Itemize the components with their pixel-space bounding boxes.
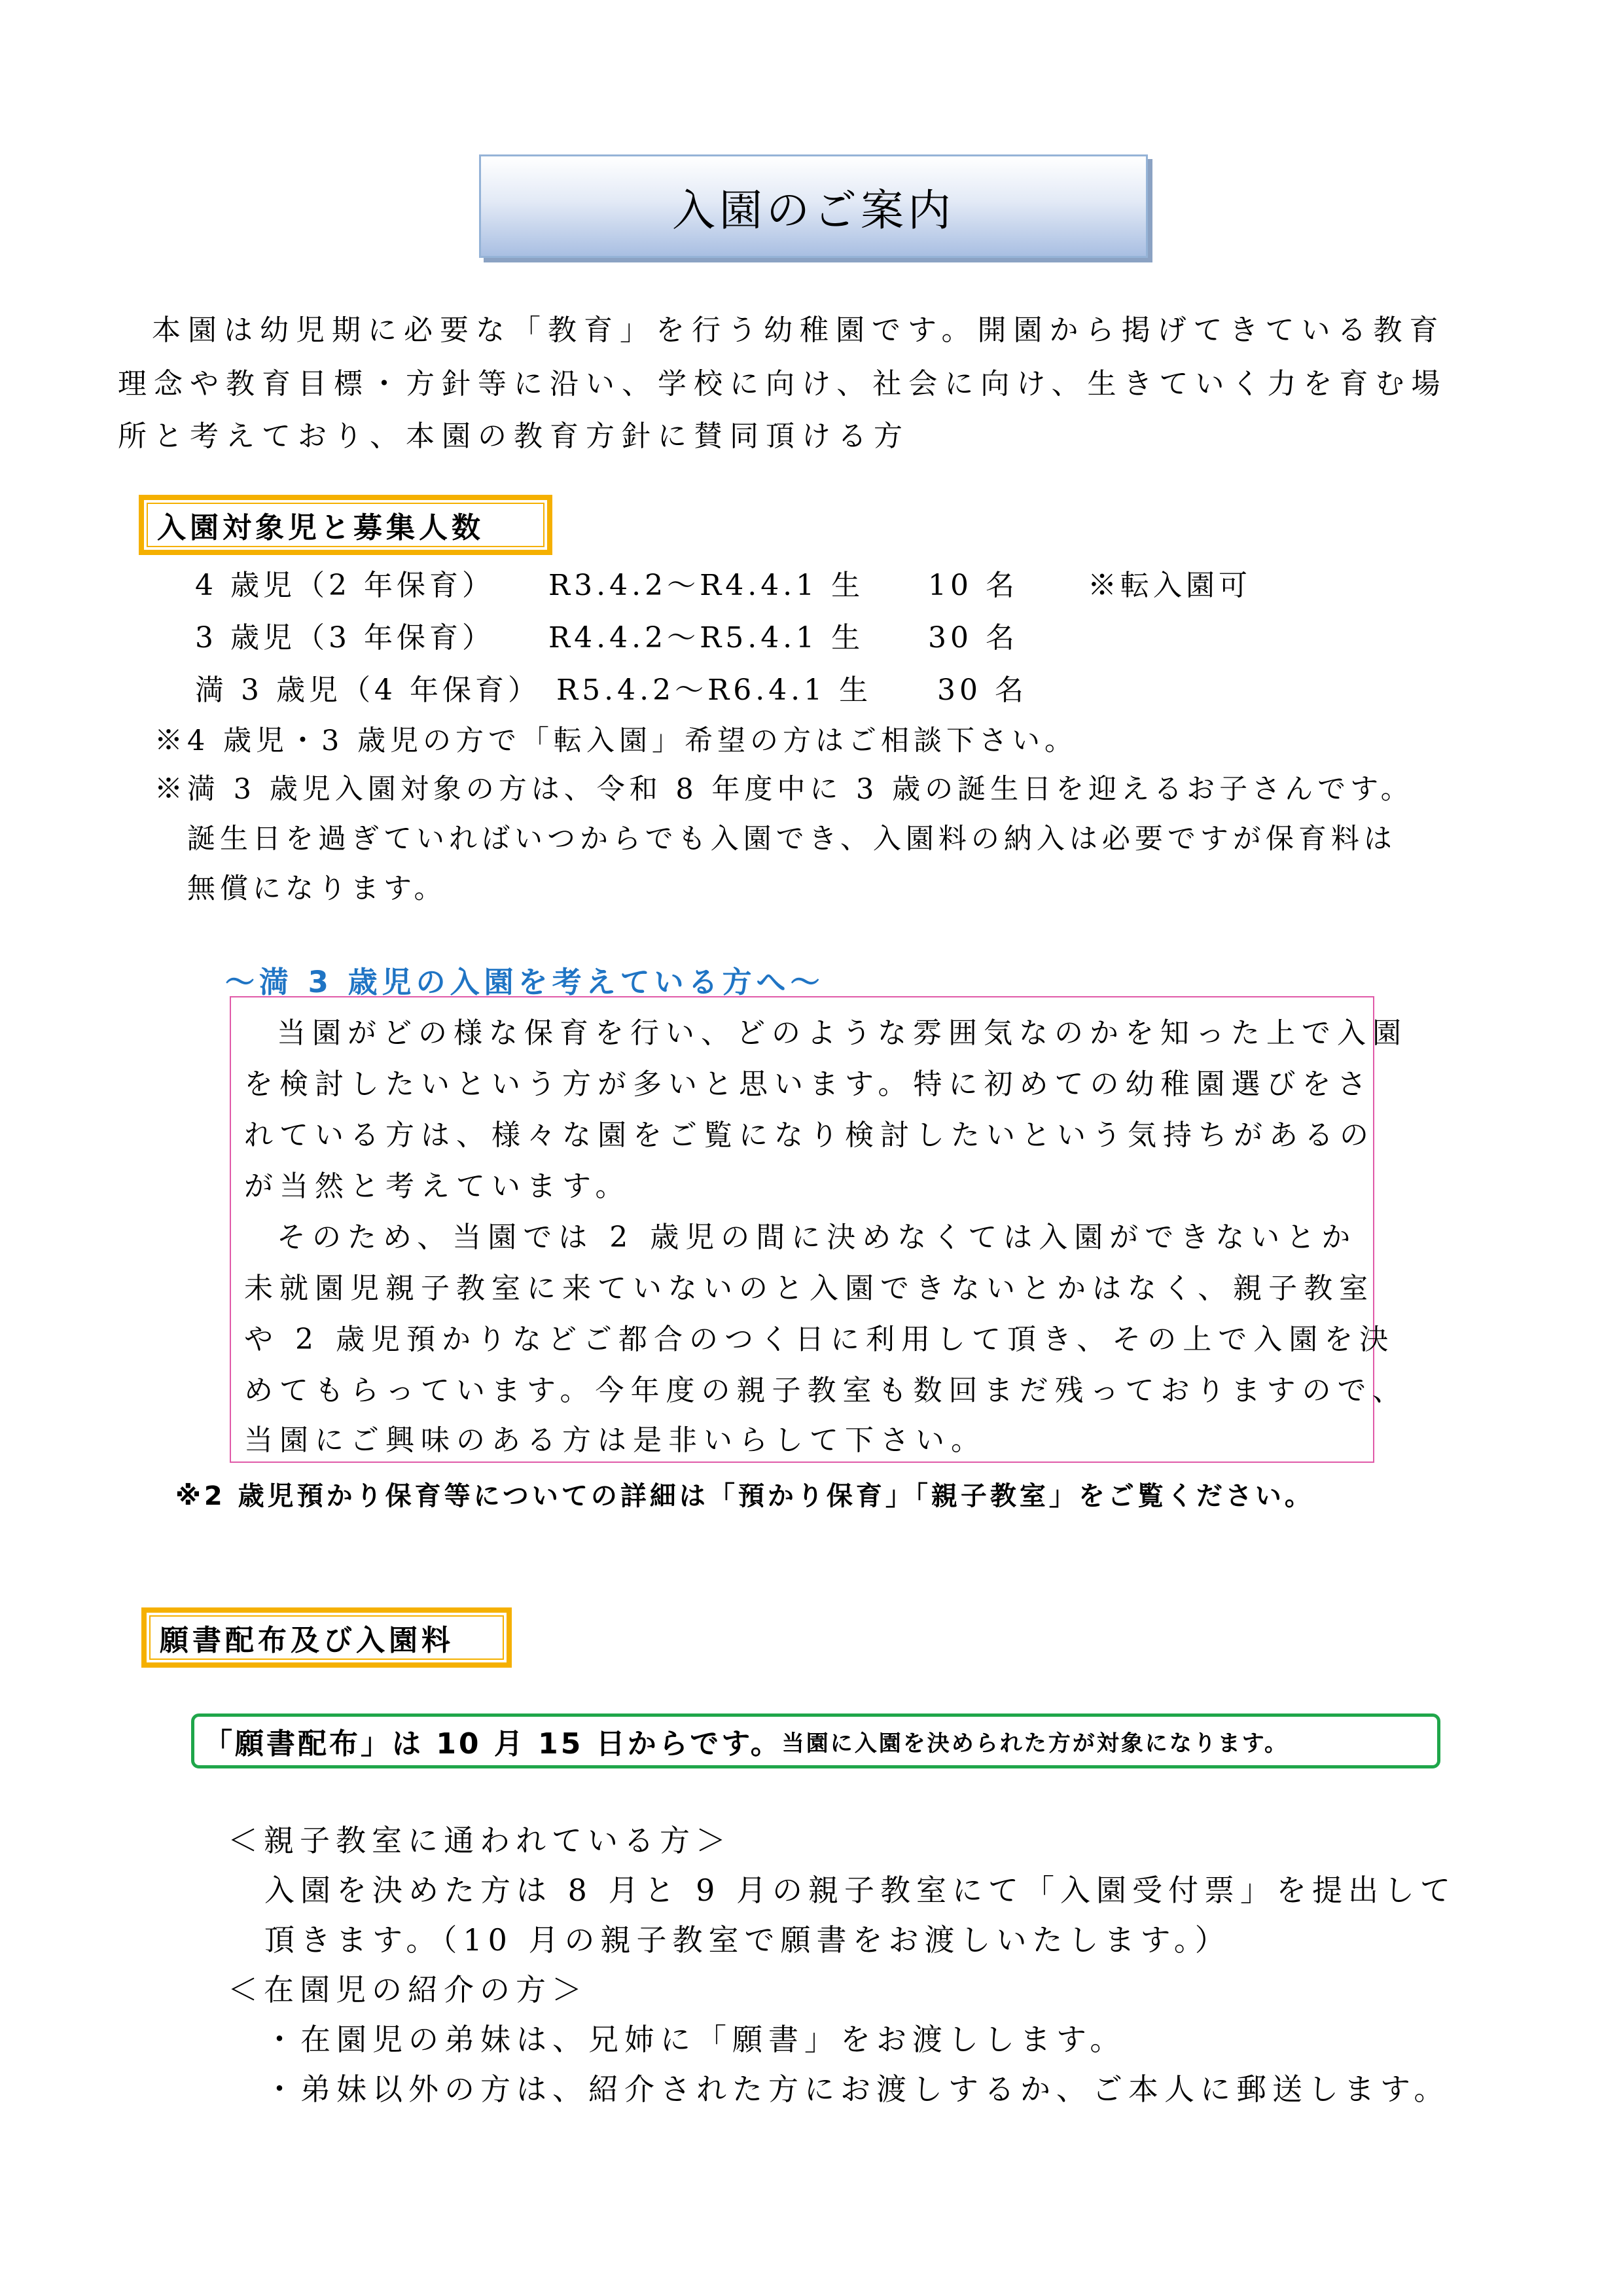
highlight-main: 「願書配布」は 10 月 15 日からです。 (204, 1727, 782, 1761)
box-line: 当園がどの様な保育を行い、どのような雰囲気なのかを知った上で入園 (277, 1016, 1408, 1050)
row-count: 30 名 (937, 673, 1027, 707)
section-heading-label: 願書配布及び入園料 (149, 1615, 504, 1660)
note-line: ※4 歳児・3 歳児の方で「転入園」希望の方はご相談下さい。 (154, 725, 1078, 757)
section-heading-label: 入園対象児と募集人数 (147, 503, 544, 547)
page-title: 入園のご案内 (672, 185, 955, 236)
list-line: ＜在園児の紹介の方＞ (228, 1972, 588, 2007)
intro-line-1: 本園は幼児期に必要な「教育」を行う幼稚園です。開園から掲げてきている教育 (152, 314, 1446, 347)
list-line: ・在園児の弟妹は、兄姉に「願書」をお渡しします。 (264, 2022, 1126, 2057)
note-line: 無償になります。 (187, 872, 447, 905)
row-age: 満 3 歳児（4 年保育） (195, 673, 541, 707)
box-line: 未就園児親子教室に来ていないのと入園できないとかはなく、親子教室 (244, 1272, 1375, 1305)
box-line: を検討したいという方が多いと思います。特に初めての幼稚園選びをさ (244, 1067, 1373, 1101)
row-age: 3 歳児（3 年保育） (195, 621, 495, 655)
row-range: R5.4.2～R6.4.1 生 (556, 673, 872, 707)
row-count: 30 名 (928, 621, 1018, 655)
info-box (230, 996, 1408, 1463)
list-line: ＜親子教室に通われている方＞ (228, 1823, 732, 1858)
intro-line-2: 理念や教育目標・方針等に沿い、学校に向け、社会に向け、生きていく力を育む場 (118, 367, 1448, 401)
section-heading-application (141, 1607, 512, 1668)
box-line: 当園にご興味のある方は是非いらして下さい。 (244, 1424, 986, 1457)
bold-note: ※2 歳児預かり保育等についての詳細は「預かり保育」「親子教室」をご覧ください。 (175, 1481, 1314, 1511)
list-line: 頂きます。（10 月の親子教室で願書をお渡しいたします。） (264, 1922, 1231, 1958)
highlight-sub: 当園に入園を決められた方が対象になります。 (781, 1730, 1289, 1757)
box-line: めてもらっています。今年度の親子教室も数回まだ残っておりますので、 (244, 1374, 1408, 1407)
row-range: R3.4.2～R4.4.1 生 (548, 569, 865, 602)
box-line: や 2 歳児預かりなどご都合のつく日に利用して頂き、その上で入園を決 (244, 1323, 1395, 1356)
list-line: 入園を決めた方は 8 月と 9 月の親子教室にて「入園受付票」を提出して (264, 1873, 1457, 1908)
application-highlight (191, 1713, 1440, 1768)
row-note: ※転入園可 (1088, 569, 1251, 602)
subsection-heading: ～満 3 歳児の入園を考えている方へ～ (225, 965, 825, 999)
section-heading-enrollment (139, 495, 552, 555)
row-age: 4 歳児（2 年保育） (195, 569, 495, 602)
row-count: 10 名 (928, 569, 1018, 602)
box-line: れている方は、様々な園をご覧になり検討したいという気持ちがあるの (244, 1119, 1375, 1152)
list-line: ・弟妹以外の方は、紹介された方にお渡しするか、ご本人に郵送します。 (264, 2072, 1450, 2107)
row-range: R4.4.2～R5.4.1 生 (548, 621, 865, 655)
box-line: そのため、当園では 2 歳児の間に決めなくては入園ができないとか (277, 1221, 1357, 1254)
note-line: ※満 3 歳児入園対象の方は、令和 8 年度中に 3 歳の誕生日を迎えるお子さんです。 (154, 773, 1414, 806)
note-line: 誕生日を過ぎていればいつからでも入園でき、入園料の納入は必要ですが保育料は (187, 823, 1397, 855)
box-line: が当然と考えています。 (244, 1170, 631, 1203)
page-title-box (479, 154, 1148, 258)
intro-line-3: 所と考えており、本園の教育方針に賛同頂ける方 (118, 420, 910, 453)
